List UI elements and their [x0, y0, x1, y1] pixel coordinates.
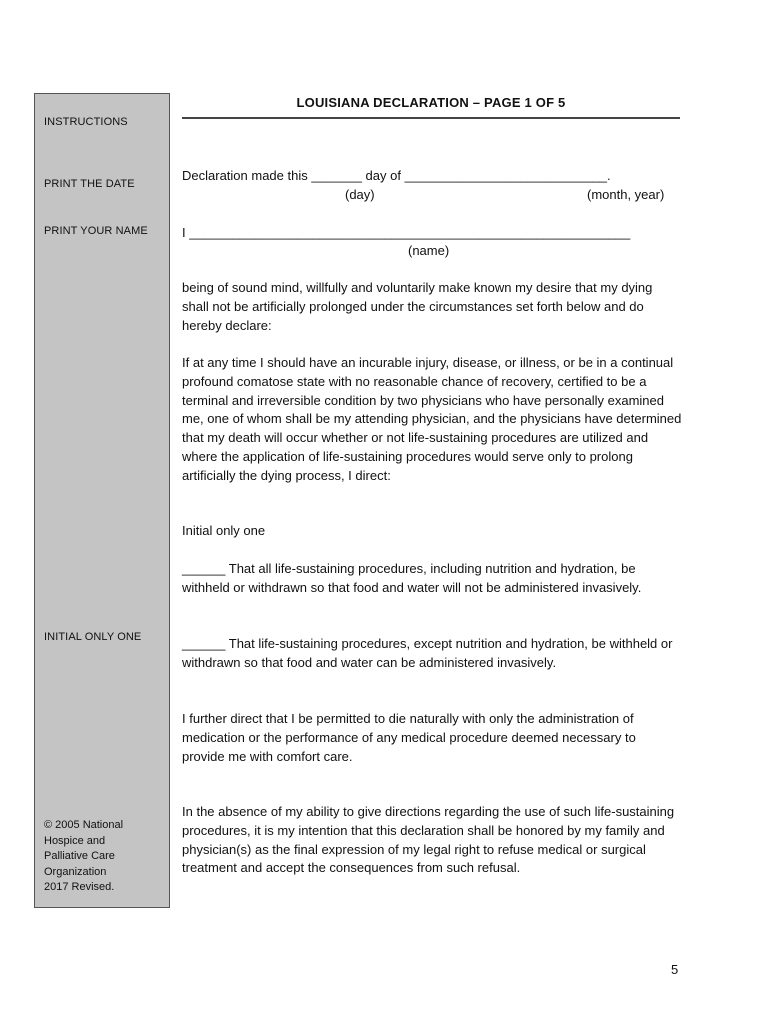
copyright-notice: © 2005 National Hospice and Palliative Care Organization 2017 Revised.	[44, 819, 124, 893]
document-title: LOUISIANA DECLARATION – PAGE 1 OF 5	[296, 95, 566, 110]
absence-paragraph: In the absence of my ability to give directions regarding the use of such life-sustaining procedures, it is my intention that this declaration shall be honored by my family and physician(s) as the final expression of my legal right to refuse medical or surgical treatment and accept the consequences from such refusal.	[182, 804, 675, 876]
initial-only-one-text: Initial only one	[182, 523, 266, 538]
option-1-paragraph[interactable]: ______ That all life-sustaining procedures, including nutrition and hydration, be withheld or withdrawn so that food and water will not be administered invasively.	[182, 561, 642, 595]
initial-only-one-label: INITIAL ONLY ONE	[44, 631, 142, 643]
print-name-label: PRINT YOUR NAME	[44, 225, 148, 237]
instructions-sidebar	[34, 93, 170, 908]
sound-mind-paragraph: being of sound mind, willfully and voluntarily make known my desire that my dying shall not be artificially prolonged under the circumstances set forth below and do hereby declare:	[182, 280, 653, 333]
name-label: (name)	[408, 243, 450, 258]
further-direct-paragraph: I further direct that I be permitted to die naturally with only the administration of medication or the performance of any medical procedure deemed necessary to provide me with comfort care.	[182, 711, 636, 764]
page-number: 5	[671, 962, 679, 977]
month-year-label: (month, year)	[587, 187, 665, 202]
instructions-label: INSTRUCTIONS	[44, 116, 128, 128]
condition-paragraph: If at any time I should have an incurable injury, disease, or illness, or be in a continual profound comatose state with no reasonable chance of recovery, certified to be a terminal and irreversible condition by two physicians who have personally examined me, one of whom shall be my attending physician, and the physicians have determined that my death will occur whether or not life-sustaining procedures are utilized and where the application of life-sustaining procedures would serve only to prolong artificially the dying process, I direct:	[182, 355, 682, 483]
date-line[interactable]: Declaration made this _______ day of ____________________________.	[182, 168, 611, 183]
title-divider	[182, 117, 680, 119]
print-date-label: PRINT THE DATE	[44, 178, 135, 190]
option-2-paragraph[interactable]: ______ That life-sustaining procedures, except nutrition and hydration, be withheld or withdrawn so that food and water can be administered invasively.	[182, 636, 673, 670]
name-line[interactable]: I _____________________________________________________________	[182, 225, 631, 240]
day-label: (day)	[345, 187, 375, 202]
